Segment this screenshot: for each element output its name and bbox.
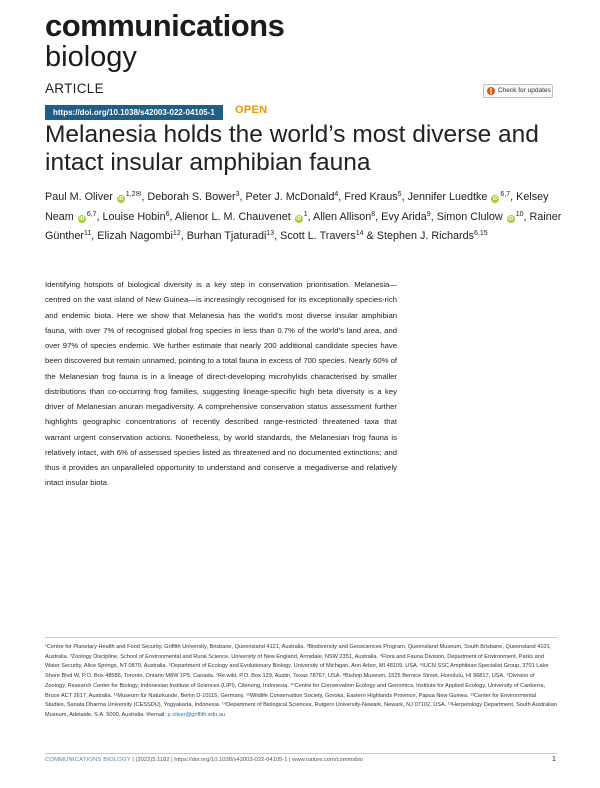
- author: [280, 230, 363, 242]
- doi-link[interactable]: https://doi.org/10.1038/s42003-022-04105-1: [45, 105, 223, 120]
- updates-icon: [487, 87, 495, 95]
- author-affiliation-sup: 4: [334, 191, 339, 198]
- author-affiliation-sup: 11: [84, 230, 92, 237]
- author: [187, 230, 274, 242]
- author: [313, 211, 375, 223]
- orcid-icon[interactable]: iD: [79, 215, 85, 222]
- journal-name-line1: communications: [45, 8, 285, 43]
- footer-citation: | (2022)5:1182 | https://doi.org/10.1038/s42003-022-04105-1 | www.nature.com/commsbio: [130, 757, 364, 763]
- journal-logo: [45, 10, 284, 72]
- author-affiliation-sup: 12: [172, 230, 181, 237]
- author-name[interactable]: Elizah Nagombi: [97, 230, 173, 242]
- check-for-updates-button[interactable]: [483, 84, 553, 98]
- author-name[interactable]: Louise Hobin: [102, 210, 166, 223]
- author-affiliation-sup: 6,7: [86, 210, 97, 218]
- page-footer: [45, 757, 557, 763]
- author-name[interactable]: Kelsey Neam: [45, 191, 549, 223]
- author: [45, 191, 141, 203]
- author-affiliation-sup: 10: [515, 210, 524, 218]
- author: [344, 191, 401, 203]
- affiliations: [45, 643, 557, 721]
- abstract: Identifying hotspots of biological diversity is a key step in conservation prioritisation. Melanesia—centred on the vast island of New Guinea—is increasingly recognised for its exceptionally species-rich and endemic biota. Here we show that Melanesia has the world’s most diverse insular amphibian fauna, with over 7% of recognised global frog species in less than 0.7% of the world’s land area, and over 97% of species endemic. We further estimate that nearly 200 additional candidate species have been discovered but remain unnamed, pointing to a total fauna in excess of 700 species. Nearly 60% of the Melanesian frog fauna is in a lineage of direct-developing microhylids characterised by smaller distributions than co-occurring frog families, suggesting lineage-specific high beta diversity is a key driver of Melanesian anuran megadiversity. A comprehensive conservation status assessment further highlights geographic concentrations of recently described range-restricted threatened taxa that warrant urgent conservation actions. Nonetheless, by world standards, the Melanesian frog fauna is relatively intact, with 6% of assessed species listed as threatened and no documented extinctions; and thus it provides an unparalleled opportunity to understand and conserve a megadiverse and relatively intact insular biota.: [45, 280, 397, 488]
- author-list: Paul M. Oliver $iD^{1,2✉}$, Deborah S. Bower$^3$, Peter J. McDonald$^4$, Fred Kraus$^5$, Jennifer Luedtke iD$^{6,7}$, Kelsey Neam iD$^{6,7}$, Louise Hobin$^6$, Alienor L. M. Chauvenet $iD^1$, Allen Allison$^8$, Evy Arida$^9$, Simon Clulow $iD^{10}$, Rainer Günther$^{11}$, Elizah Nagombi$^{12}$, Burhan Tjaturadi$^{13}$, Scott L. Travers$^{14}$ & Stephen J. Richards$^{6,15}$: [45, 191, 562, 242]
- author-affiliation-sup: 6: [165, 210, 170, 218]
- author-name[interactable]: Allen Allison: [313, 210, 372, 223]
- author-affiliation-sup: 1,2✉: [125, 191, 142, 198]
- author: [437, 211, 524, 223]
- author-name[interactable]: Deborah S. Bower: [147, 191, 236, 203]
- author-name[interactable]: Burhan Tjaturadi: [186, 230, 267, 242]
- page-number: 1: [552, 756, 556, 763]
- author-affiliation-sup: 6,7: [500, 191, 511, 198]
- author: [97, 230, 180, 242]
- orcid-icon[interactable]: iD: [492, 196, 498, 202]
- author-affiliation-sup: 13: [266, 230, 275, 237]
- author: [147, 191, 239, 203]
- author-name[interactable]: Jennifer Luedtke: [407, 191, 488, 203]
- orcid-icon[interactable]: iD: [508, 215, 514, 222]
- author: [377, 230, 488, 242]
- author-affiliation-sup: 1: [303, 210, 308, 218]
- open-access-badge: OPEN: [235, 104, 268, 116]
- author-affiliation-sup: 9: [426, 210, 431, 218]
- author-affiliation-sup: 8: [371, 210, 376, 218]
- journal-name-line2: biology: [45, 41, 137, 73]
- article-type: ARTICLE: [45, 81, 104, 96]
- author: [103, 211, 170, 223]
- author-affiliation-sup: 3: [235, 191, 240, 198]
- email-link[interactable]: p.oliver@griffith.edu.au: [167, 711, 226, 718]
- author-affiliation-sup: 14: [355, 230, 364, 237]
- footnote-divider: [45, 637, 557, 638]
- orcid-icon[interactable]: iD: [296, 215, 302, 222]
- email-prefix: ✉email:: [146, 711, 168, 718]
- affiliations-text: ¹Centre for Planetary Health and Food Security, Griffith University, Brisbane, Queensland 4121, Australia. ²Biodiversity and Geosciences Program, Queensland Museum, South Brisbane, Queensland 4101, Australia. ³Zoology Discipline, School of Environmental and Rural Science, University of New England, Armidale, NSW 2351, Australia. ⁴Flora and Fauna Division, Department of Environment, Parks and Water Security, Alice Springs, NT 0870, Australia. ⁵Department of Ecology and Evolutionary Biology, University of Michigan, Ann Arbor, MI 48109, USA. ⁶IUCN SSC Amphibian Specialist Group, 3701 Lake Shore Blvd W, P.O. Box 48586, Toronto, Ontario M8W 1P5, Canada. ⁷Re:wild, P.O. Box 129, Austin, Texas 78767, USA. ⁸Bishop Museum, 1525 Bernice Street, Honolulu, HI 96817, USA. ⁹Division of Zoology, Research Center for Biology, Indonesian Institute of Sciences (LIPI), Cibinong, Indonesia. ¹⁰Centre for Conservation Ecology and Genomics, Institute for Applied Ecology, University of Canberra, Bruce ACT 2617, Australia. ¹¹Museum für Naturkunde, Berlin D-10115, Germany. ¹²Wildlife Conservation Society, Goroka, Eastern Highlands Province, Papua New Guinea. ¹³Center for Environmental Studies, Sanata Dharma University (CESSDU), Yogyakarta, Indonesia. ¹⁴Department of Biological Sciences, Rutgers University-Newark, Newark, NJ 07102, USA. ¹⁵Herpetology Department, South Australian Museum, Adelaide, S.A. 5000, Australia.: [45, 644, 557, 718]
- author-name[interactable]: Alienor L. M. Chauvenet: [174, 210, 291, 223]
- author: [408, 191, 511, 203]
- author-affiliation-sup: 5: [397, 191, 402, 198]
- author-name[interactable]: Paul M. Oliver: [45, 191, 113, 203]
- article-title: Melanesia holds the world’s most diverse and intact insular amphibian fauna: [45, 121, 539, 176]
- author-name[interactable]: Scott L. Travers: [280, 230, 356, 242]
- check-for-updates-label: Check for updates: [498, 87, 551, 94]
- footer-divider: [45, 753, 557, 754]
- author-name[interactable]: Fred Kraus: [344, 191, 398, 203]
- author: [175, 211, 308, 223]
- footer-journal: COMMUNICATIONS BIOLOGY: [45, 757, 131, 763]
- author-name[interactable]: Simon Clulow: [436, 210, 503, 223]
- author-name[interactable]: Evy Arida: [381, 210, 427, 223]
- author-name[interactable]: Stephen J. Richards: [376, 230, 474, 242]
- author-name[interactable]: Peter J. McDonald: [245, 191, 335, 203]
- author: [381, 211, 431, 223]
- orcid-icon[interactable]: iD: [118, 196, 124, 202]
- author-affiliation-sup: 6,15: [474, 230, 488, 237]
- author: [246, 191, 339, 203]
- author-name[interactable]: Rainer Günther: [45, 210, 562, 242]
